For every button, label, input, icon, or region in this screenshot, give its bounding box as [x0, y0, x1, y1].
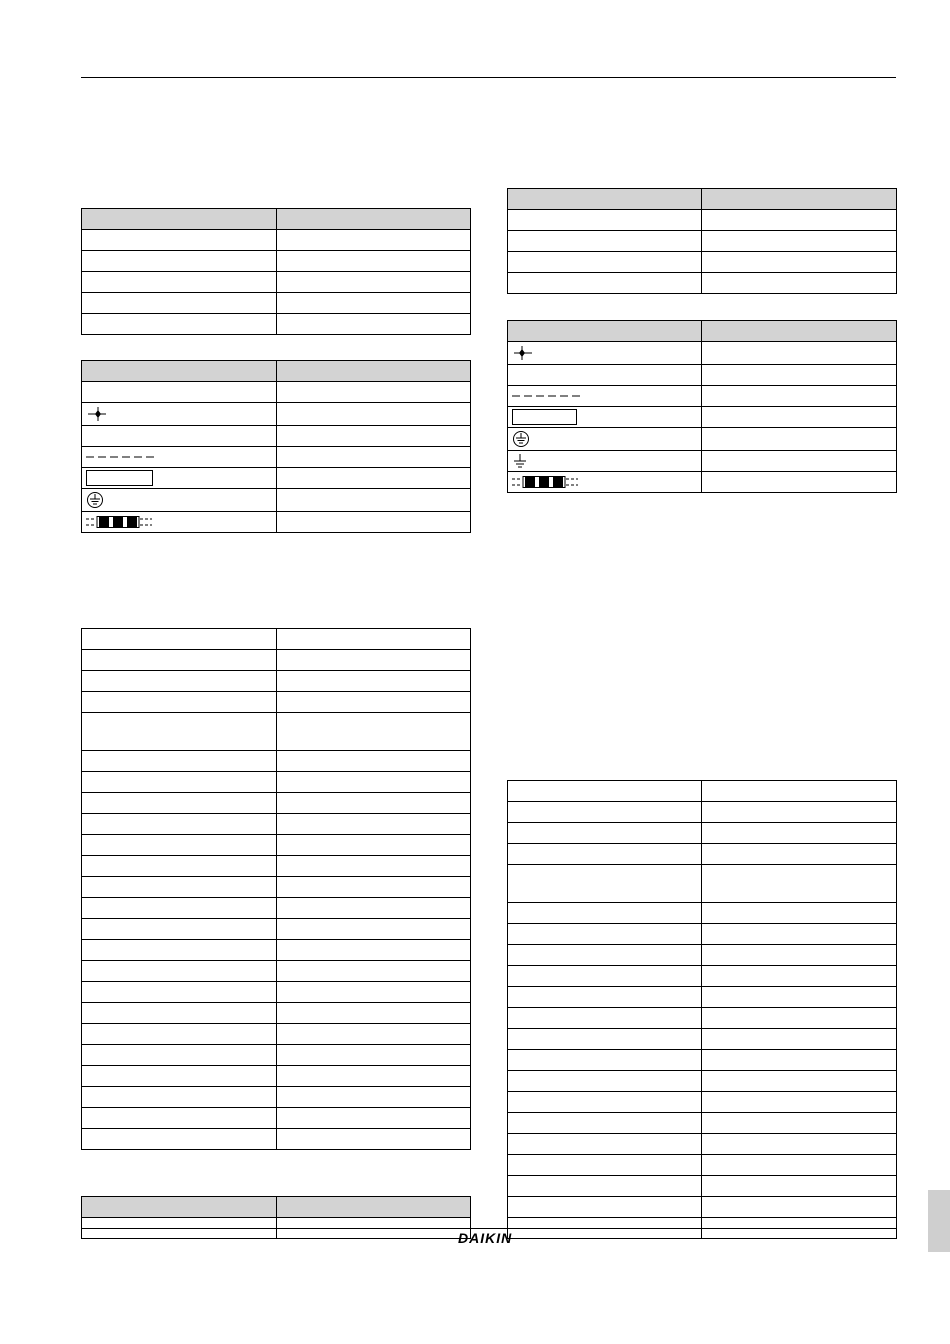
table-row: [82, 489, 471, 512]
header-cell: [508, 189, 702, 210]
junction-dot-icon: [512, 345, 536, 361]
table-row: [508, 273, 897, 294]
table-row: [82, 856, 471, 877]
protective-earth-icon: [512, 430, 530, 448]
connector-icon: [512, 476, 578, 488]
left-symbol-table: [81, 360, 471, 533]
table-row: [82, 650, 471, 671]
right-symbol-table: [507, 320, 897, 493]
junction-dot-icon: [86, 406, 110, 422]
table-row: [82, 1045, 471, 1066]
table-row: [508, 386, 897, 407]
dashed-line-icon: [86, 453, 156, 461]
table-row: [508, 945, 897, 966]
table-row: [82, 793, 471, 814]
table-row: [508, 966, 897, 987]
protective-earth-icon: [86, 491, 104, 509]
table-row: [508, 365, 897, 386]
table-row: [508, 802, 897, 823]
table-row: [82, 940, 471, 961]
table-row: [82, 1087, 471, 1108]
table-row: [82, 1003, 471, 1024]
table-row: [508, 1197, 897, 1218]
header-cell: [508, 321, 702, 342]
box-symbol-icon: [512, 409, 578, 425]
table-row: [508, 865, 897, 903]
table-row: [82, 772, 471, 793]
table-row: [82, 293, 471, 314]
table-row: [82, 877, 471, 898]
table-row: [508, 844, 897, 865]
left-bottom-table: [81, 1196, 471, 1239]
connector-icon: [86, 516, 152, 528]
header-cell: [702, 321, 897, 342]
table-row: [82, 1129, 471, 1150]
table-row: [508, 1092, 897, 1113]
table-row: [82, 835, 471, 856]
table-row: [508, 823, 897, 844]
table-row: [508, 342, 897, 365]
table-row: [82, 982, 471, 1003]
right-main-table: [507, 780, 897, 1239]
table-row: [82, 1024, 471, 1045]
table-row: [508, 1071, 897, 1092]
table-row: [508, 1134, 897, 1155]
box-symbol-icon: [86, 470, 154, 486]
header-cell: [277, 1197, 471, 1218]
table-row: [508, 407, 897, 428]
table-row: [82, 898, 471, 919]
table-row: [82, 961, 471, 982]
header-cell: [277, 209, 471, 230]
left-main-table: [81, 628, 471, 1150]
table-row: [82, 751, 471, 772]
header-cell: [82, 1197, 277, 1218]
table-row: [82, 1108, 471, 1129]
table-row: [508, 1218, 897, 1239]
table-row: [508, 472, 897, 493]
table-row: [82, 447, 471, 468]
table-row: [508, 924, 897, 945]
table-row: [82, 314, 471, 335]
table-row: [82, 382, 471, 403]
header-cell: [82, 209, 277, 230]
table-row: [82, 468, 471, 489]
header-cell: [82, 361, 277, 382]
table-row: [82, 814, 471, 835]
table-row: [82, 230, 471, 251]
table-row: [508, 1176, 897, 1197]
table-row: [82, 272, 471, 293]
dashed-line-icon: [512, 392, 582, 400]
right-table-1: [507, 188, 897, 294]
table-row: [82, 1218, 471, 1239]
table-row: [508, 781, 897, 802]
table-row: [82, 671, 471, 692]
table-row: [82, 251, 471, 272]
table-row: [508, 231, 897, 252]
table-row: [508, 1050, 897, 1071]
table-row: [508, 451, 897, 472]
daikin-logo: DAIKIN: [458, 1230, 513, 1246]
header-cell: [277, 361, 471, 382]
table-row: [508, 210, 897, 231]
table-row: [82, 919, 471, 940]
table-row: [82, 426, 471, 447]
table-row: [508, 1008, 897, 1029]
header-rule: [81, 77, 896, 78]
table-row: [508, 1155, 897, 1176]
table-row: [508, 252, 897, 273]
table-row: [82, 512, 471, 533]
table-row: [82, 1066, 471, 1087]
table-row: [82, 629, 471, 650]
table-row: [508, 987, 897, 1008]
table-row: [508, 1029, 897, 1050]
table-row: [82, 692, 471, 713]
table-row: [82, 403, 471, 426]
table-row: [82, 713, 471, 751]
table-row: [508, 428, 897, 451]
left-table-1: [81, 208, 471, 335]
table-row: [508, 903, 897, 924]
header-cell: [702, 189, 897, 210]
table-row: [508, 1113, 897, 1134]
ground-icon: [512, 453, 528, 469]
chapter-side-tab: [928, 1190, 950, 1252]
